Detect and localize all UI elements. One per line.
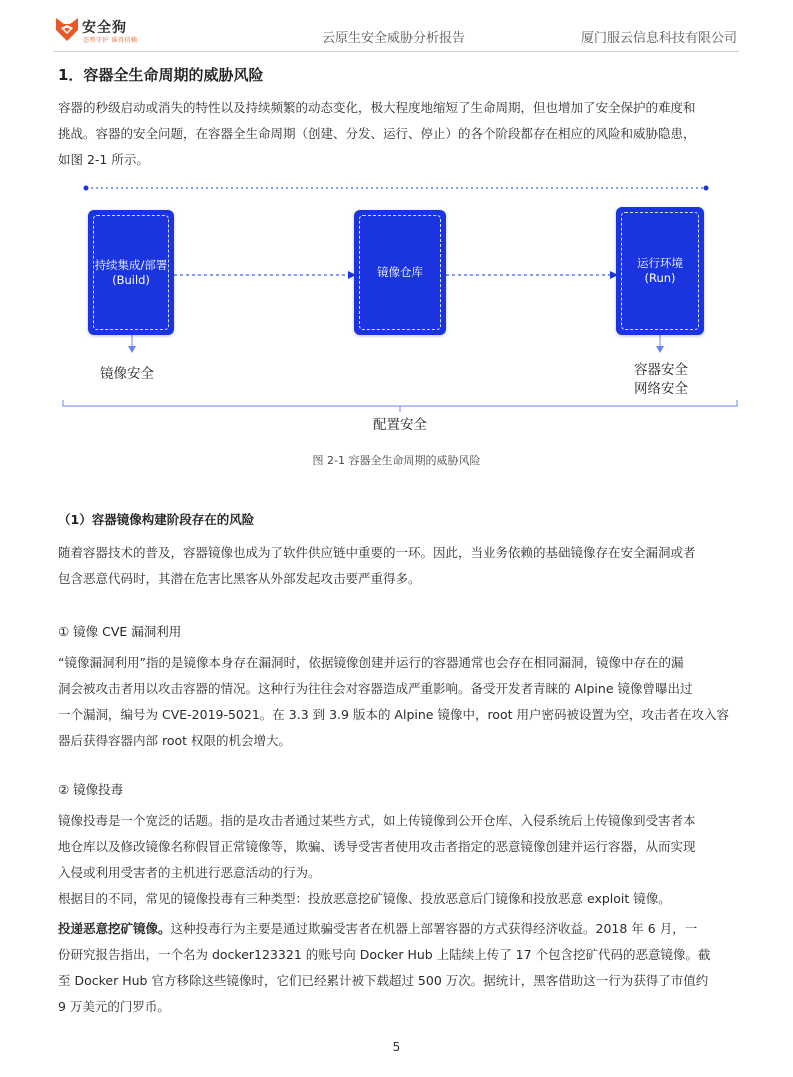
label-container-security: 容器安全 [634, 362, 688, 378]
box-build-subtitle: (Build) [112, 273, 150, 287]
mining-paragraph [58, 916, 740, 1020]
intro-paragraph [58, 95, 740, 173]
intro-line: 挑战。容器的安全问题，在容器全生命周期（创建、分发、运行、停止）的各个阶段都存在相应的风险和威胁隐患， [58, 126, 696, 141]
section-title: 1．容器全生命周期的威胁风险 [58, 66, 264, 84]
box-build-title: 持续集成/部署 [94, 258, 168, 272]
figure-caption: 图 2-1 容器全生命周期的威胁风险 [312, 454, 481, 467]
paragraph-line: 入侵或利用受害者的主机进行恶意活动的行为。 [58, 865, 321, 880]
header-divider [54, 51, 739, 52]
subsection-heading [58, 510, 740, 528]
paragraph-line: 份研究报告指出，一个名为 docker123321 的账号向 Docker Hub 上陆续上传了 17 个包含挖矿代码的恶意镜像。截 [58, 947, 711, 962]
subsection-paragraph [58, 540, 740, 592]
paragraph-line: 9 万美元的门罗币。 [58, 999, 170, 1014]
paragraph-line: 地仓库以及修改镜像名称假冒正常镜像等，欺骗、诱导受害者使用攻击者指定的恶意镜像创建并运行容器，从而实现 [58, 839, 696, 854]
paragraph-line: 包含恶意代码时，其潜在危害比黑客从外部发起攻击要严重得多。 [58, 571, 421, 586]
box-run [616, 207, 704, 335]
item1-heading [58, 622, 740, 640]
paragraph-line: 至 Docker Hub 官方移除这些镜像时，它们已经累计被下载超过 500 万次。据统计，黑客借助这一行为获得了市值约 [58, 973, 709, 988]
brand-logo [54, 14, 154, 46]
paragraph-line: 一个漏洞，编号为 CVE-2019-5021。在 3.3 到 3.9 版本的 Alpine 镜像中，root 用户密码被设置为空，攻击者在攻入容 [58, 707, 729, 722]
report-title: 云原生安全威胁分析报告 [322, 31, 466, 46]
lifecycle-figure [58, 180, 742, 440]
paragraph-line: 洞会被攻击者用以攻击容器的情况。这种行为往往会对容器造成严重影响。备受开发者青睐的 Alpine 镜像曾曝出过 [58, 681, 693, 696]
item1-title: ① 镜像 CVE 漏洞利用 [58, 624, 182, 639]
intro-line: 如图 2-1 所示。 [58, 152, 149, 167]
box-repo [354, 210, 446, 335]
paragraph-line: 器后获得容器内部 root 权限的机会增大。 [58, 733, 292, 748]
intro-line: 容器的秒级启动或消失的特性以及持续频繁的动态变化，极大程度地缩短了生命周期，但也增加了安全保护的难度和 [58, 100, 696, 115]
fox-logo-icon [54, 16, 80, 42]
item2-paragraph [58, 808, 740, 912]
item2-title: ② 镜像投毒 [58, 782, 124, 797]
paragraph-line: “镜像漏洞利用”指的是镜像本身存在漏洞时，依据镜像创建并运行的容器通常也会存在相同漏洞，镜像中存在的漏 [58, 655, 684, 670]
page-number: 5 [392, 1040, 401, 1054]
paragraph-line: 镜像投毒是一个宽泛的话题。指的是攻击者通过某些方式，如上传镜像到公开仓库、入侵系统后上传镜像到受害者本 [58, 813, 696, 828]
item1-paragraph [58, 650, 740, 754]
label-network-security: 网络安全 [634, 381, 688, 397]
mining-first-line: 这种投毒行为主要是通过欺骗受害者在机器上部署容器的方式获得经济收益。2018 年 6 月，一 [170, 921, 698, 936]
paragraph-line: 根据目的不同，常见的镜像投毒有三种类型：投放恶意挖矿镜像、投放恶意后门镜像和投放恶意 exploit 镜像。 [58, 891, 671, 906]
mining-lead: 投递恶意挖矿镜像。 [58, 921, 171, 936]
timeline-start-dot [84, 186, 89, 191]
box-build [88, 210, 174, 335]
config-bracket [63, 400, 737, 406]
paragraph-line [58, 916, 740, 942]
label-image-security: 镜像安全 [100, 366, 154, 382]
brand-name: 安全狗 [82, 20, 127, 36]
box-run-title: 运行环境 [637, 256, 683, 270]
page-header [0, 0, 793, 52]
subsection-title: （1）容器镜像构建阶段存在的风险 [58, 512, 255, 527]
item2-heading [58, 780, 740, 798]
timeline-end-dot [704, 186, 709, 191]
label-config-security: 配置安全 [373, 417, 427, 433]
brand-slogan: 态势守护 谁得信赖 [83, 37, 138, 44]
company-name: 厦门服云信息科技有限公司 [580, 31, 737, 46]
box-repo-title: 镜像仓库 [377, 265, 423, 279]
paragraph-line: 随着容器技术的普及，容器镜像也成为了软件供应链中重要的一环。因此，当业务依赖的基础镜像存在安全漏洞或者 [58, 545, 696, 560]
box-run-subtitle: (Run) [644, 271, 676, 285]
